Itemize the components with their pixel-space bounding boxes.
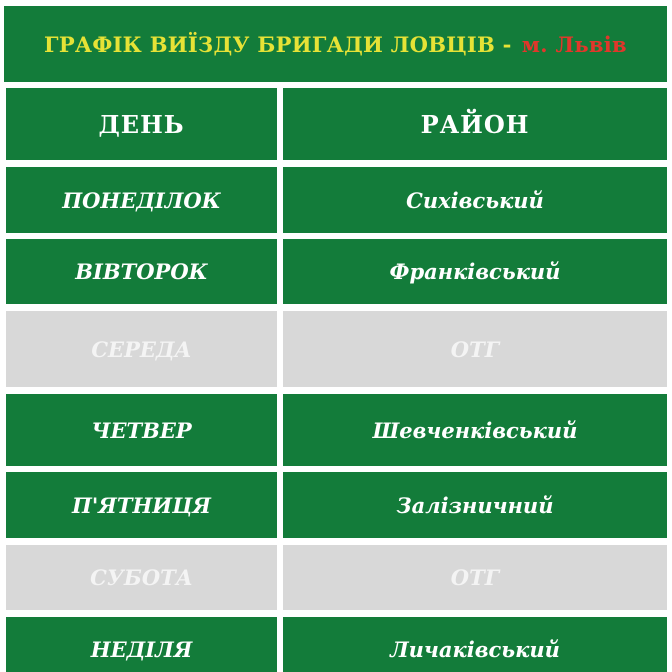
table-row <box>6 472 667 538</box>
table-row <box>6 167 667 233</box>
day-cell: П'ЯТНИЦЯ <box>6 472 277 538</box>
table-header-row <box>6 88 667 160</box>
district-cell: Залізничний <box>283 472 667 538</box>
day-cell: ВІВТОРОК <box>6 239 277 304</box>
title-city: м. Львів <box>521 31 627 57</box>
day-cell: НЕДІЛЯ <box>6 617 277 672</box>
day-cell: СЕРЕДА <box>6 311 277 387</box>
district-cell: Сихівський <box>283 167 667 233</box>
day-cell: ЧЕТВЕР <box>6 394 277 466</box>
day-cell: ПОНЕДІЛОК <box>6 167 277 233</box>
district-cell: Франківський <box>283 239 667 304</box>
table-row <box>6 617 667 672</box>
header-district: РАЙОН <box>283 88 667 160</box>
table-row <box>6 239 667 304</box>
table-row <box>6 311 667 387</box>
district-cell: ОТГ <box>283 545 667 610</box>
district-cell: Личаківський <box>283 617 667 672</box>
header-day: ДЕНЬ <box>6 88 277 160</box>
district-cell: ОТГ <box>283 311 667 387</box>
table-row <box>6 394 667 466</box>
district-cell: Шевченківський <box>283 394 667 466</box>
title-banner <box>4 6 667 82</box>
day-cell: СУБОТА <box>6 545 277 610</box>
title-text: ГРАФІК ВИЇЗДУ БРИГАДИ ЛОВЦІВ - <box>44 31 512 57</box>
table-row <box>6 545 667 610</box>
